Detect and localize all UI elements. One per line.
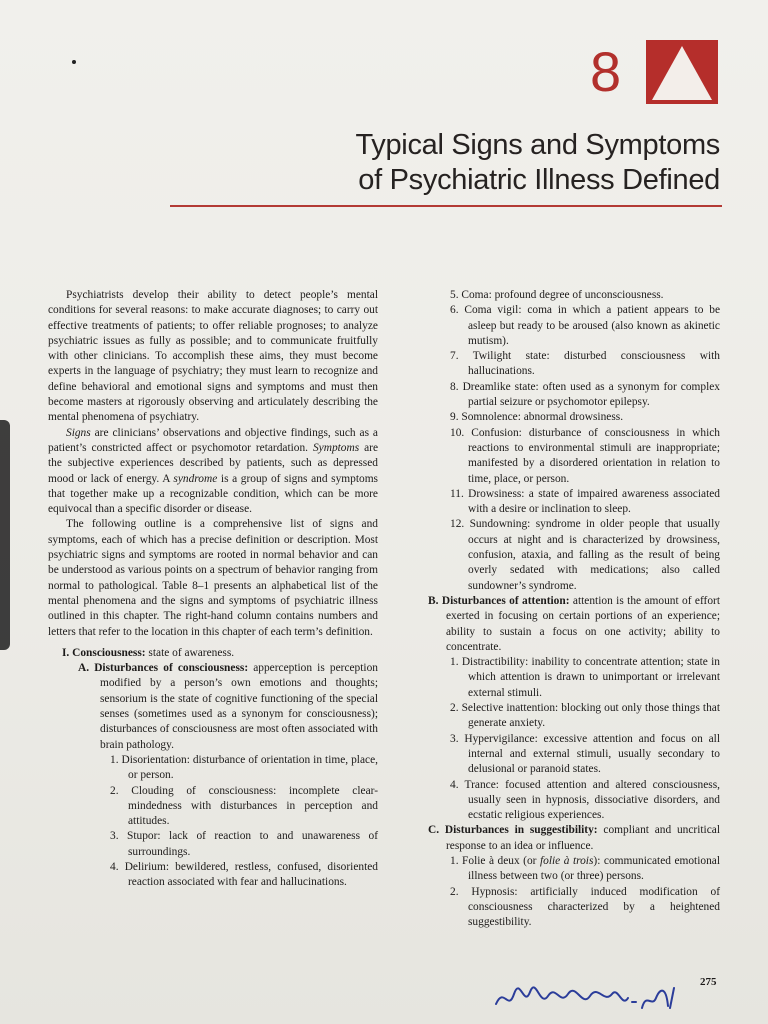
term-symptoms: Symptoms [312, 441, 360, 454]
term-signs: Signs [66, 426, 91, 439]
outline-B-item-2: 2. Selective inattention: blocking out only those things that generate anxiety. [450, 702, 720, 730]
intro-paragraph-2 [48, 426, 378, 518]
outline-B-item-4: 4. Trance: focused attention and altered consciousness, usually seen in hypnosis, dissociative disorders, and ecstatic religious experiences. [450, 778, 720, 822]
outline-B-def: attention is the amount of effort exerted in focusing on certain portions of an experience; ability to sustain a focus on one activity; ability to concentrate. [446, 594, 720, 653]
intro-paragraph-1: Psychiatrists develop their ability to detect people’s mental conditions for several reasons: to make accurate diagnoses; to carry out effective treatments of patients; to offer reliable prognoses; to analyze psychiatric issues as fully as possible; and to communicate fruitfully with other clinicians. To accomplish these aims, they must become experts in the language of psychiatry; they must learn to recognize and define behavioral and emotional signs and symptoms and must then become masters at rigorously observing and articulately describing the mental phenomena of psychiatry. [48, 289, 378, 424]
outline-A-item-1: 1. Disorientation: disturbance of orientation in time, place, or person. [110, 753, 378, 782]
chapter-triangle-icon [646, 40, 718, 104]
term-syndrome: syndrome [173, 472, 218, 485]
outline-B-item-3: 3. Hypervigilance: excessive attention and focus on all internal and external stimuli, usually secondary to delusional or paranoid states. [450, 732, 720, 776]
outline-A [48, 661, 378, 753]
outline-I-marker: I. [62, 646, 70, 659]
outline-C-item-1 [428, 854, 720, 885]
outline-B [428, 594, 720, 655]
torn-edge [0, 420, 10, 650]
outline-A-item-10: 10. Confusion: disturbance of consciousness in which reactions to environmental stimuli are inappropriate; manifested by a disordered orientation in relation to time, place, or person. [450, 426, 720, 485]
outline-A-item-11: 11. Drowsiness: a state of impaired awareness associated with a desire or inclination to sleep. [450, 487, 720, 516]
outline-I-def: state of awareness. [145, 646, 235, 659]
left-column [48, 288, 378, 891]
outline-A-def: apperception is perception modified by a person’s own emotions and thoughts; sensorium is the state of cognitive functioning of the special senses (sometimes used as a synonym for consciousness); disturbances of consciousness are most often associated with brain pathology. [100, 662, 378, 751]
outline-A-item-5: 5. Coma: profound degree of unconsciousness. [450, 289, 664, 301]
outline-A-item-7: 7. Twilight state: disturbed consciousness with hallucinations. [450, 350, 720, 378]
outline-C-item-1-b: ): communicated emotional illness between two (or three) persons. [468, 854, 720, 883]
outline-A-item-3: 3. Stupor: lack of reaction to and unawareness of surroundings. [110, 830, 378, 858]
intro-p2-b: are the subjective experiences described by patients, such as depressed mood or lack of energy. A [48, 441, 378, 485]
intro-paragraph-3: The following outline is a comprehensive list of signs and symptoms, each of which has a precise definition or description. Most psychiatric signs and symptoms are rooted in normal behavior and can be understood as various points on a spectrum of behavior ranging from normal to pathological. Table 8–1 presents an alphabetical list of the mental phenomena and the signs and symptoms of psychiatric illness outlined in this chapter. The right-hand column contains numbers and letters that refer to the location in this chapter of each term’s definition. [48, 518, 378, 638]
outline-C [428, 823, 720, 854]
outline-C-item-2: 2. Hypnosis: artificially induced modification of consciousness characterized by a heightened suggestibility. [450, 885, 720, 929]
chapter-title-line2: of Psychiatric Illness Defined [358, 164, 720, 196]
title-rule [170, 205, 722, 207]
chapter-number: 8 [590, 40, 622, 103]
page-number: 275 [700, 976, 717, 988]
outline-C-marker: C. [428, 824, 440, 837]
chapter-title [300, 128, 720, 198]
outline-I [48, 646, 378, 661]
outline-A-item-9: 9. Somnolence: abnormal drowsiness. [450, 411, 624, 424]
outline-A-item-2: 2. Clouding of consciousness: incomplete clear-mindedness with disturbances in perception and attitudes. [110, 784, 378, 828]
outline-A-item-4: 4. Delirium: bewildered, restless, confused, disoriented reaction associated with fear and hallucinations. [110, 860, 378, 889]
outline-I-term: Consciousness: [72, 646, 146, 659]
outline-A-item-12: 12. Sundowning: syndrome in older people that usually occurs at night and is characterized by drowsiness, confusion, ataxia, and falling as the result of being overly sedated with medications; also called sundowner’s syndrome. [450, 518, 720, 592]
outline-A-item-6: 6. Coma vigil: coma in which a patient appears to be asleep but ready to be aroused (also known as akinetic mutism). [450, 304, 720, 347]
outline-A-marker: A. [78, 662, 90, 675]
outline-C-item-1-a: 1. Folie à deux (or [450, 854, 540, 867]
ink-speck [72, 60, 76, 64]
outline-C-def: compliant and uncritical response to an idea or influence. [446, 824, 720, 852]
handwritten-signature [490, 978, 680, 1018]
right-column [428, 288, 720, 930]
outline-C-term: Disturbances in suggestibility: [444, 824, 598, 837]
outline-C-item-1-italic: folie à trois [539, 854, 594, 867]
outline-B-item-1: 1. Distractibility: inability to concentrate attention; state in which attention is drawn to unimportant or irrelevant external stimuli. [450, 656, 720, 699]
outline-B-term: Disturbances of attention: [441, 594, 570, 607]
chapter-title-line1: Typical Signs and Symptoms [355, 129, 720, 161]
outline-B-marker: B. [428, 594, 439, 607]
intro-p2-a: are clinicians’ observations and objective findings, such as a patient’s constricted affect or psychomotor retardation. [48, 426, 378, 454]
intro-p2-c: is a group of signs and symptoms that together make up a recognizable condition, which can be more equivocal than a specific disorder or disease. [48, 472, 378, 516]
outline-A-term: Disturbances of consciousness: [94, 662, 249, 675]
outline-A-item-8: 8. Dreamlike state: often used as a synonym for complex partial seizure or psychomotor epilepsy. [450, 380, 720, 409]
